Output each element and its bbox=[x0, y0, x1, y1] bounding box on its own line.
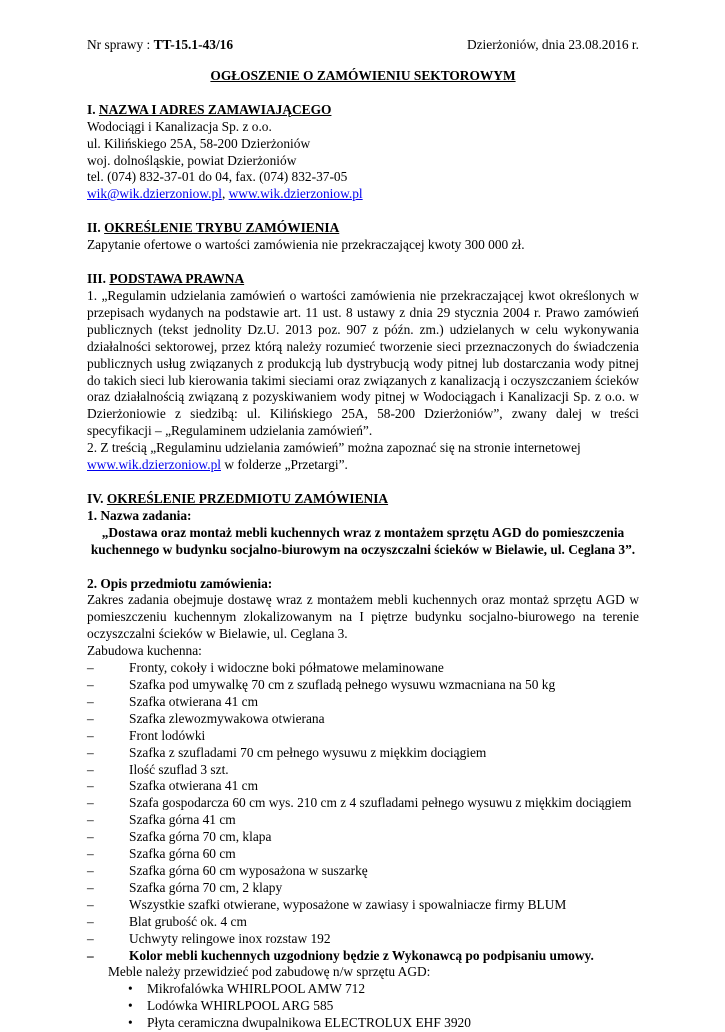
email-link[interactable]: wik@wik.dzierzoniow.pl bbox=[87, 186, 222, 202]
agd-label: Meble należy przewidzieć pod zabudowę n/w sprzętu AGD: bbox=[108, 964, 431, 980]
section-3 bbox=[87, 271, 639, 474]
list-item: – Szafka otwierana 41 cm bbox=[87, 694, 639, 711]
description-text: Zakres zadania obejmuje dostawę wraz z montażem mebli kuchennych oraz montaż sprzętu AGD w pomieszczeniu kuchennym zlokalizowanym na I piętrze budynku socjalno-biurowego na terenie oczyszczalni ścieków w Bielawie, ul. Ceglana 3. bbox=[87, 592, 639, 642]
header-row bbox=[87, 37, 639, 54]
list-item: – Szafka górna 41 cm bbox=[87, 812, 639, 829]
address-line: tel. (074) 832-37-01 do 04, fax. (074) 832-37-05 bbox=[87, 169, 348, 185]
legal-basis-paragraph-2: 2. Z treścią „Regulaminu udzielania zamówień” można zapoznać się na stronie internetowej www.wik.dzierzoniow.pl w folderze „Przetargi”. bbox=[87, 440, 581, 473]
task-name-line-1: „Dostawa oraz montaż mebli kuchennych wraz z montażem sprzętu AGD do pomieszczenia bbox=[101, 524, 625, 540]
description-label: 2. Opis przedmiotu zamówienia: bbox=[87, 575, 273, 591]
section-4 bbox=[87, 491, 639, 1032]
section-3-heading: III. PODSTAWA PRAWNA bbox=[87, 271, 245, 287]
list-item: – Szafka zlewozmywakowa otwierana bbox=[87, 711, 639, 728]
address-line: woj. dolnośląskie, powiat Dzierżoniów bbox=[87, 152, 297, 168]
list-item: • Mikrofalówka WHIRLPOOL AMW 712 bbox=[87, 981, 639, 998]
task-name-label: 1. Nazwa zadania: bbox=[87, 507, 192, 523]
kitchen-items-list bbox=[87, 660, 639, 964]
list-item: – Szafa gospodarcza 60 cm wys. 210 cm z 4 szufladami pełnego wysuwu z miękkim dociągiem bbox=[87, 795, 639, 812]
section-2-heading: II. OKREŚLENIE TRYBU ZAMÓWIENIA bbox=[87, 220, 340, 236]
regulations-link[interactable]: www.wik.dzierzoniow.pl bbox=[87, 457, 221, 473]
section-2 bbox=[87, 220, 639, 254]
section-2-text: Zapytanie ofertowe o wartości zamówienia nie przekraczającej kwoty 300 000 zł. bbox=[87, 237, 525, 253]
kitchen-label: Zabudowa kuchenna: bbox=[87, 643, 202, 659]
list-item: – Szafka pod umywalkę 70 cm z szufladą pełnego wysuwu wzmacniana na 50 kg bbox=[87, 677, 639, 694]
list-item: – Szafka otwierana 41 cm bbox=[87, 778, 639, 795]
address-line: ul. Kilińskiego 25A, 58-200 Dzierżoniów bbox=[87, 135, 311, 151]
legal-basis-paragraph-1: 1. „Regulamin udzielania zamówień o wartości zamówienia nie przekraczającej kwot określonych w przepisach wydanych na podstawie art. 11 ust. 8 ustawy z dnia 29 stycznia 2004 r. Prawo zamówień publicznych (tekst jednolity Dz.U. 2013 poz. 907 z późn. zm.) udzielanych w celu wykonywania działalności sektorowej, przez którą należy rozumieć tworzenie sieci przeznaczonych do świadczenia publicznych usług związanych z produkcją lub dystrybucją wody pitnej lub dostarczania wody pitnej do takich sieci lub kierowania takimi sieciami oraz związanych z kanalizacją i oczyszczaniem ścieków oraz działalnością związaną z pozyskiwaniem wody pitnej w Wodociągach i Kanalizacji Sp. z o.o. w Dzierżoniowie z siedzibą: ul. Kilińskiego 25A, 58-200 Dzierżoniów”, zwany dalej w treści specyfikacji – „Regulaminem udzielania zamówień”. bbox=[87, 287, 639, 439]
contact-links: wik@wik.dzierzoniow.pl, www.wik.dzierzoniow.pl bbox=[87, 186, 363, 202]
task-name-line-2: kuchennego w budynku socjalno-biurowym na oczyszczalni ścieków w Bielawie, ul. Ceglana 3”. bbox=[90, 541, 636, 557]
list-item: – Blat grubość ok. 4 cm bbox=[87, 914, 639, 931]
list-item: • Lodówka WHIRLPOOL ARG 585 bbox=[87, 998, 639, 1015]
agd-list bbox=[87, 981, 639, 1032]
list-item: – Szafka górna 70 cm, 2 klapy bbox=[87, 880, 639, 897]
list-item-color-note: – Kolor mebli kuchennych uzgodniony będzie z Wykonawcą po podpisaniu umowy. bbox=[87, 948, 639, 965]
section-1 bbox=[87, 102, 639, 203]
list-item: • Płyta ceramiczna dwupalnikowa ELECTROLUX EHF 3920 bbox=[87, 1015, 639, 1032]
section-4-heading: IV. OKREŚLENIE PRZEDMIOTU ZAMÓWIENIA bbox=[87, 490, 389, 506]
list-item: – Szafka górna 70 cm, klapa bbox=[87, 829, 639, 846]
list-item: – Front lodówki bbox=[87, 728, 639, 745]
list-item: – Ilość szuflad 3 szt. bbox=[87, 762, 639, 779]
address-line: Wodociągi i Kanalizacja Sp. z o.o. bbox=[87, 118, 272, 134]
place-date: Dzierżoniów, dnia 23.08.2016 r. bbox=[466, 37, 639, 52]
list-item: – Uchwyty relingowe inox rozstaw 192 bbox=[87, 931, 639, 948]
list-item: – Wszystkie szafki otwierane, wyposażone w zawiasy i spowalniacze firmy BLUM bbox=[87, 897, 639, 914]
section-1-heading: I. NAZWA I ADRES ZAMAWIAJĄCEGO bbox=[87, 101, 332, 117]
list-item: – Szafka z szufladami 70 cm pełnego wysuwu z miękkim dociągiem bbox=[87, 745, 639, 762]
website-link[interactable]: www.wik.dzierzoniow.pl bbox=[228, 186, 363, 202]
case-number: Nr sprawy : TT-15.1-43/16 bbox=[87, 37, 234, 52]
list-item: – Szafka górna 60 cm wyposażona w suszarkę bbox=[87, 863, 639, 880]
list-item: – Fronty, cokoły i widoczne boki półmatowe melaminowane bbox=[87, 660, 639, 677]
document-page bbox=[87, 37, 639, 1032]
list-item: – Szafka górna 60 cm bbox=[87, 846, 639, 863]
document-title: OGŁOSZENIE O ZAMÓWIENIU SEKTOROWYM bbox=[210, 67, 516, 83]
